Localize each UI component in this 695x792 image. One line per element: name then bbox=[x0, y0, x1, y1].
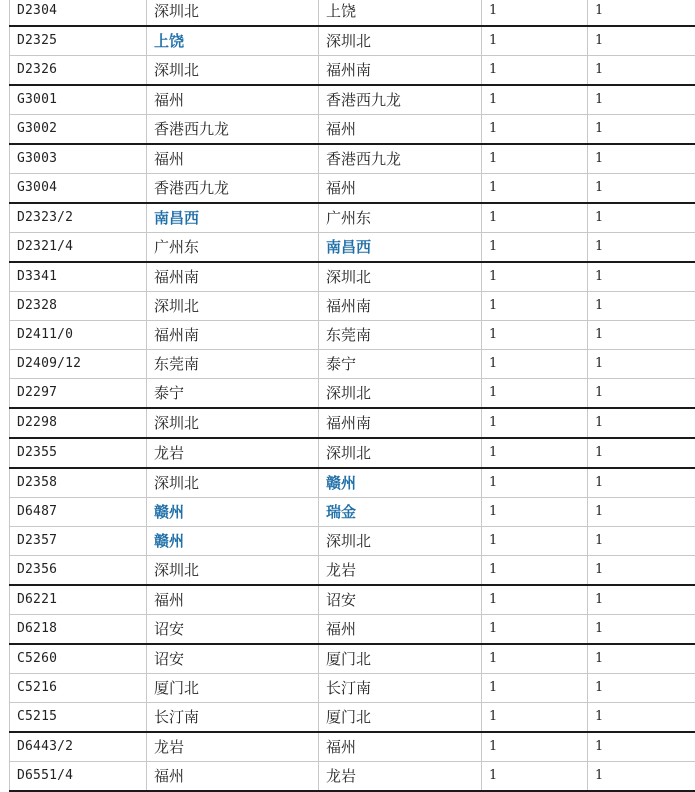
count-cell-1: 1 bbox=[482, 174, 588, 204]
departure-station-cell: 深圳北 bbox=[147, 468, 319, 498]
count-cell-2: 1 bbox=[588, 468, 695, 498]
table-row bbox=[10, 85, 695, 115]
train-number-cell: D6487 bbox=[10, 498, 147, 527]
count-cell-2: 1 bbox=[588, 762, 695, 792]
departure-station-cell: 深圳北 bbox=[147, 56, 319, 86]
departure-station-cell: 诏安 bbox=[147, 644, 319, 674]
train-number-cell: D2323/2 bbox=[10, 203, 147, 233]
departure-station-cell: 福州南 bbox=[147, 321, 319, 350]
arrival-station-cell: 深圳北 bbox=[319, 26, 482, 56]
count-cell-1: 1 bbox=[482, 0, 588, 26]
train-number-cell: G3004 bbox=[10, 174, 147, 204]
count-cell-1: 1 bbox=[482, 144, 588, 174]
table-row bbox=[10, 408, 695, 438]
table-row bbox=[10, 732, 695, 762]
train-schedule-table bbox=[9, 0, 695, 792]
departure-station-cell: 上饶 bbox=[147, 26, 319, 56]
arrival-station-cell: 深圳北 bbox=[319, 262, 482, 292]
train-number-cell: D6218 bbox=[10, 615, 147, 645]
table-row bbox=[10, 703, 695, 733]
arrival-station-cell: 深圳北 bbox=[319, 527, 482, 556]
count-cell-1: 1 bbox=[482, 233, 588, 263]
count-cell-2: 1 bbox=[588, 527, 695, 556]
count-cell-1: 1 bbox=[482, 498, 588, 527]
arrival-station-cell: 福州 bbox=[319, 174, 482, 204]
count-cell-1: 1 bbox=[482, 56, 588, 86]
arrival-station-cell: 福州南 bbox=[319, 292, 482, 321]
count-cell-2: 1 bbox=[588, 115, 695, 145]
arrival-station-cell: 深圳北 bbox=[319, 379, 482, 409]
count-cell-1: 1 bbox=[482, 644, 588, 674]
arrival-station-cell: 诏安 bbox=[319, 585, 482, 615]
count-cell-2: 1 bbox=[588, 321, 695, 350]
departure-station-cell: 福州 bbox=[147, 585, 319, 615]
table-row bbox=[10, 115, 695, 145]
train-number-cell: D2328 bbox=[10, 292, 147, 321]
table-row bbox=[10, 644, 695, 674]
departure-station-cell: 香港西九龙 bbox=[147, 174, 319, 204]
table-row bbox=[10, 527, 695, 556]
count-cell-2: 1 bbox=[588, 615, 695, 645]
arrival-station-cell: 福州 bbox=[319, 115, 482, 145]
departure-station-cell: 福州 bbox=[147, 144, 319, 174]
count-cell-1: 1 bbox=[482, 527, 588, 556]
count-cell-1: 1 bbox=[482, 732, 588, 762]
table-row bbox=[10, 56, 695, 86]
table-row bbox=[10, 26, 695, 56]
count-cell-2: 1 bbox=[588, 732, 695, 762]
count-cell-2: 1 bbox=[588, 144, 695, 174]
count-cell-1: 1 bbox=[482, 115, 588, 145]
count-cell-1: 1 bbox=[482, 408, 588, 438]
train-number-cell: D2355 bbox=[10, 438, 147, 468]
departure-station-cell: 长汀南 bbox=[147, 703, 319, 733]
table-row bbox=[10, 556, 695, 586]
arrival-station-cell: 香港西九龙 bbox=[319, 144, 482, 174]
train-number-cell: D6221 bbox=[10, 585, 147, 615]
count-cell-2: 1 bbox=[588, 556, 695, 586]
departure-station-cell: 诏安 bbox=[147, 615, 319, 645]
train-number-cell: D2411/0 bbox=[10, 321, 147, 350]
count-cell-1: 1 bbox=[482, 556, 588, 586]
arrival-station-cell: 福州 bbox=[319, 732, 482, 762]
count-cell-1: 1 bbox=[482, 585, 588, 615]
table-row bbox=[10, 174, 695, 204]
train-table-body bbox=[10, 0, 695, 791]
count-cell-1: 1 bbox=[482, 292, 588, 321]
count-cell-2: 1 bbox=[588, 203, 695, 233]
departure-station-cell: 香港西九龙 bbox=[147, 115, 319, 145]
count-cell-2: 1 bbox=[588, 703, 695, 733]
train-number-cell: G3002 bbox=[10, 115, 147, 145]
train-number-cell: D2321/4 bbox=[10, 233, 147, 263]
train-number-cell: D2297 bbox=[10, 379, 147, 409]
arrival-station-cell: 厦门北 bbox=[319, 703, 482, 733]
count-cell-2: 1 bbox=[588, 174, 695, 204]
train-number-cell: D2358 bbox=[10, 468, 147, 498]
departure-station-cell: 龙岩 bbox=[147, 438, 319, 468]
arrival-station-cell: 瑞金 bbox=[319, 498, 482, 527]
train-number-cell: D2409/12 bbox=[10, 350, 147, 379]
departure-station-cell: 福州 bbox=[147, 762, 319, 792]
departure-station-cell: 东莞南 bbox=[147, 350, 319, 379]
train-number-cell: D2326 bbox=[10, 56, 147, 86]
count-cell-2: 1 bbox=[588, 585, 695, 615]
arrival-station-cell: 深圳北 bbox=[319, 438, 482, 468]
departure-station-cell: 赣州 bbox=[147, 527, 319, 556]
arrival-station-cell: 赣州 bbox=[319, 468, 482, 498]
count-cell-2: 1 bbox=[588, 262, 695, 292]
table-row bbox=[10, 674, 695, 703]
departure-station-cell: 龙岩 bbox=[147, 732, 319, 762]
table-row bbox=[10, 498, 695, 527]
departure-station-cell: 南昌西 bbox=[147, 203, 319, 233]
arrival-station-cell: 广州东 bbox=[319, 203, 482, 233]
arrival-station-cell: 香港西九龙 bbox=[319, 85, 482, 115]
count-cell-2: 1 bbox=[588, 233, 695, 263]
table-row bbox=[10, 203, 695, 233]
table-row bbox=[10, 379, 695, 409]
count-cell-1: 1 bbox=[482, 703, 588, 733]
arrival-station-cell: 福州南 bbox=[319, 56, 482, 86]
count-cell-2: 1 bbox=[588, 56, 695, 86]
count-cell-2: 1 bbox=[588, 438, 695, 468]
count-cell-1: 1 bbox=[482, 26, 588, 56]
train-number-cell: C5216 bbox=[10, 674, 147, 703]
count-cell-1: 1 bbox=[482, 321, 588, 350]
count-cell-2: 1 bbox=[588, 350, 695, 379]
count-cell-2: 1 bbox=[588, 85, 695, 115]
table-row bbox=[10, 321, 695, 350]
departure-station-cell: 福州 bbox=[147, 85, 319, 115]
departure-station-cell: 深圳北 bbox=[147, 408, 319, 438]
table-row bbox=[10, 292, 695, 321]
count-cell-1: 1 bbox=[482, 85, 588, 115]
train-number-cell: G3003 bbox=[10, 144, 147, 174]
arrival-station-cell: 东莞南 bbox=[319, 321, 482, 350]
train-number-cell: D2325 bbox=[10, 26, 147, 56]
train-number-cell: D6443/2 bbox=[10, 732, 147, 762]
arrival-station-cell: 福州南 bbox=[319, 408, 482, 438]
count-cell-2: 1 bbox=[588, 644, 695, 674]
table-row bbox=[10, 438, 695, 468]
table-row bbox=[10, 233, 695, 263]
arrival-station-cell: 龙岩 bbox=[319, 762, 482, 792]
arrival-station-cell: 南昌西 bbox=[319, 233, 482, 263]
departure-station-cell: 福州南 bbox=[147, 262, 319, 292]
table-row bbox=[10, 350, 695, 379]
train-number-cell: C5215 bbox=[10, 703, 147, 733]
count-cell-2: 1 bbox=[588, 408, 695, 438]
arrival-station-cell: 厦门北 bbox=[319, 644, 482, 674]
departure-station-cell: 泰宁 bbox=[147, 379, 319, 409]
table-row bbox=[10, 144, 695, 174]
train-number-cell: D2356 bbox=[10, 556, 147, 586]
arrival-station-cell: 泰宁 bbox=[319, 350, 482, 379]
train-number-cell: D2298 bbox=[10, 408, 147, 438]
departure-station-cell: 深圳北 bbox=[147, 292, 319, 321]
train-number-cell: D6551/4 bbox=[10, 762, 147, 792]
count-cell-1: 1 bbox=[482, 203, 588, 233]
train-number-cell: D2304 bbox=[10, 0, 147, 26]
departure-station-cell: 深圳北 bbox=[147, 556, 319, 586]
count-cell-1: 1 bbox=[482, 379, 588, 409]
count-cell-2: 1 bbox=[588, 379, 695, 409]
count-cell-2: 1 bbox=[588, 292, 695, 321]
train-number-cell: D3341 bbox=[10, 262, 147, 292]
table-row bbox=[10, 468, 695, 498]
count-cell-1: 1 bbox=[482, 762, 588, 792]
departure-station-cell: 厦门北 bbox=[147, 674, 319, 703]
table-row bbox=[10, 0, 695, 26]
count-cell-1: 1 bbox=[482, 615, 588, 645]
count-cell-1: 1 bbox=[482, 468, 588, 498]
count-cell-2: 1 bbox=[588, 0, 695, 26]
table-row bbox=[10, 762, 695, 792]
arrival-station-cell: 上饶 bbox=[319, 0, 482, 26]
count-cell-1: 1 bbox=[482, 674, 588, 703]
departure-station-cell: 深圳北 bbox=[147, 0, 319, 26]
train-number-cell: D2357 bbox=[10, 527, 147, 556]
arrival-station-cell: 龙岩 bbox=[319, 556, 482, 586]
train-number-cell: C5260 bbox=[10, 644, 147, 674]
count-cell-2: 1 bbox=[588, 674, 695, 703]
count-cell-1: 1 bbox=[482, 438, 588, 468]
table-row bbox=[10, 262, 695, 292]
departure-station-cell: 赣州 bbox=[147, 498, 319, 527]
table-row bbox=[10, 615, 695, 645]
arrival-station-cell: 长汀南 bbox=[319, 674, 482, 703]
count-cell-2: 1 bbox=[588, 498, 695, 527]
count-cell-2: 1 bbox=[588, 26, 695, 56]
departure-station-cell: 广州东 bbox=[147, 233, 319, 263]
train-number-cell: G3001 bbox=[10, 85, 147, 115]
arrival-station-cell: 福州 bbox=[319, 615, 482, 645]
count-cell-1: 1 bbox=[482, 262, 588, 292]
count-cell-1: 1 bbox=[482, 350, 588, 379]
table-row bbox=[10, 585, 695, 615]
